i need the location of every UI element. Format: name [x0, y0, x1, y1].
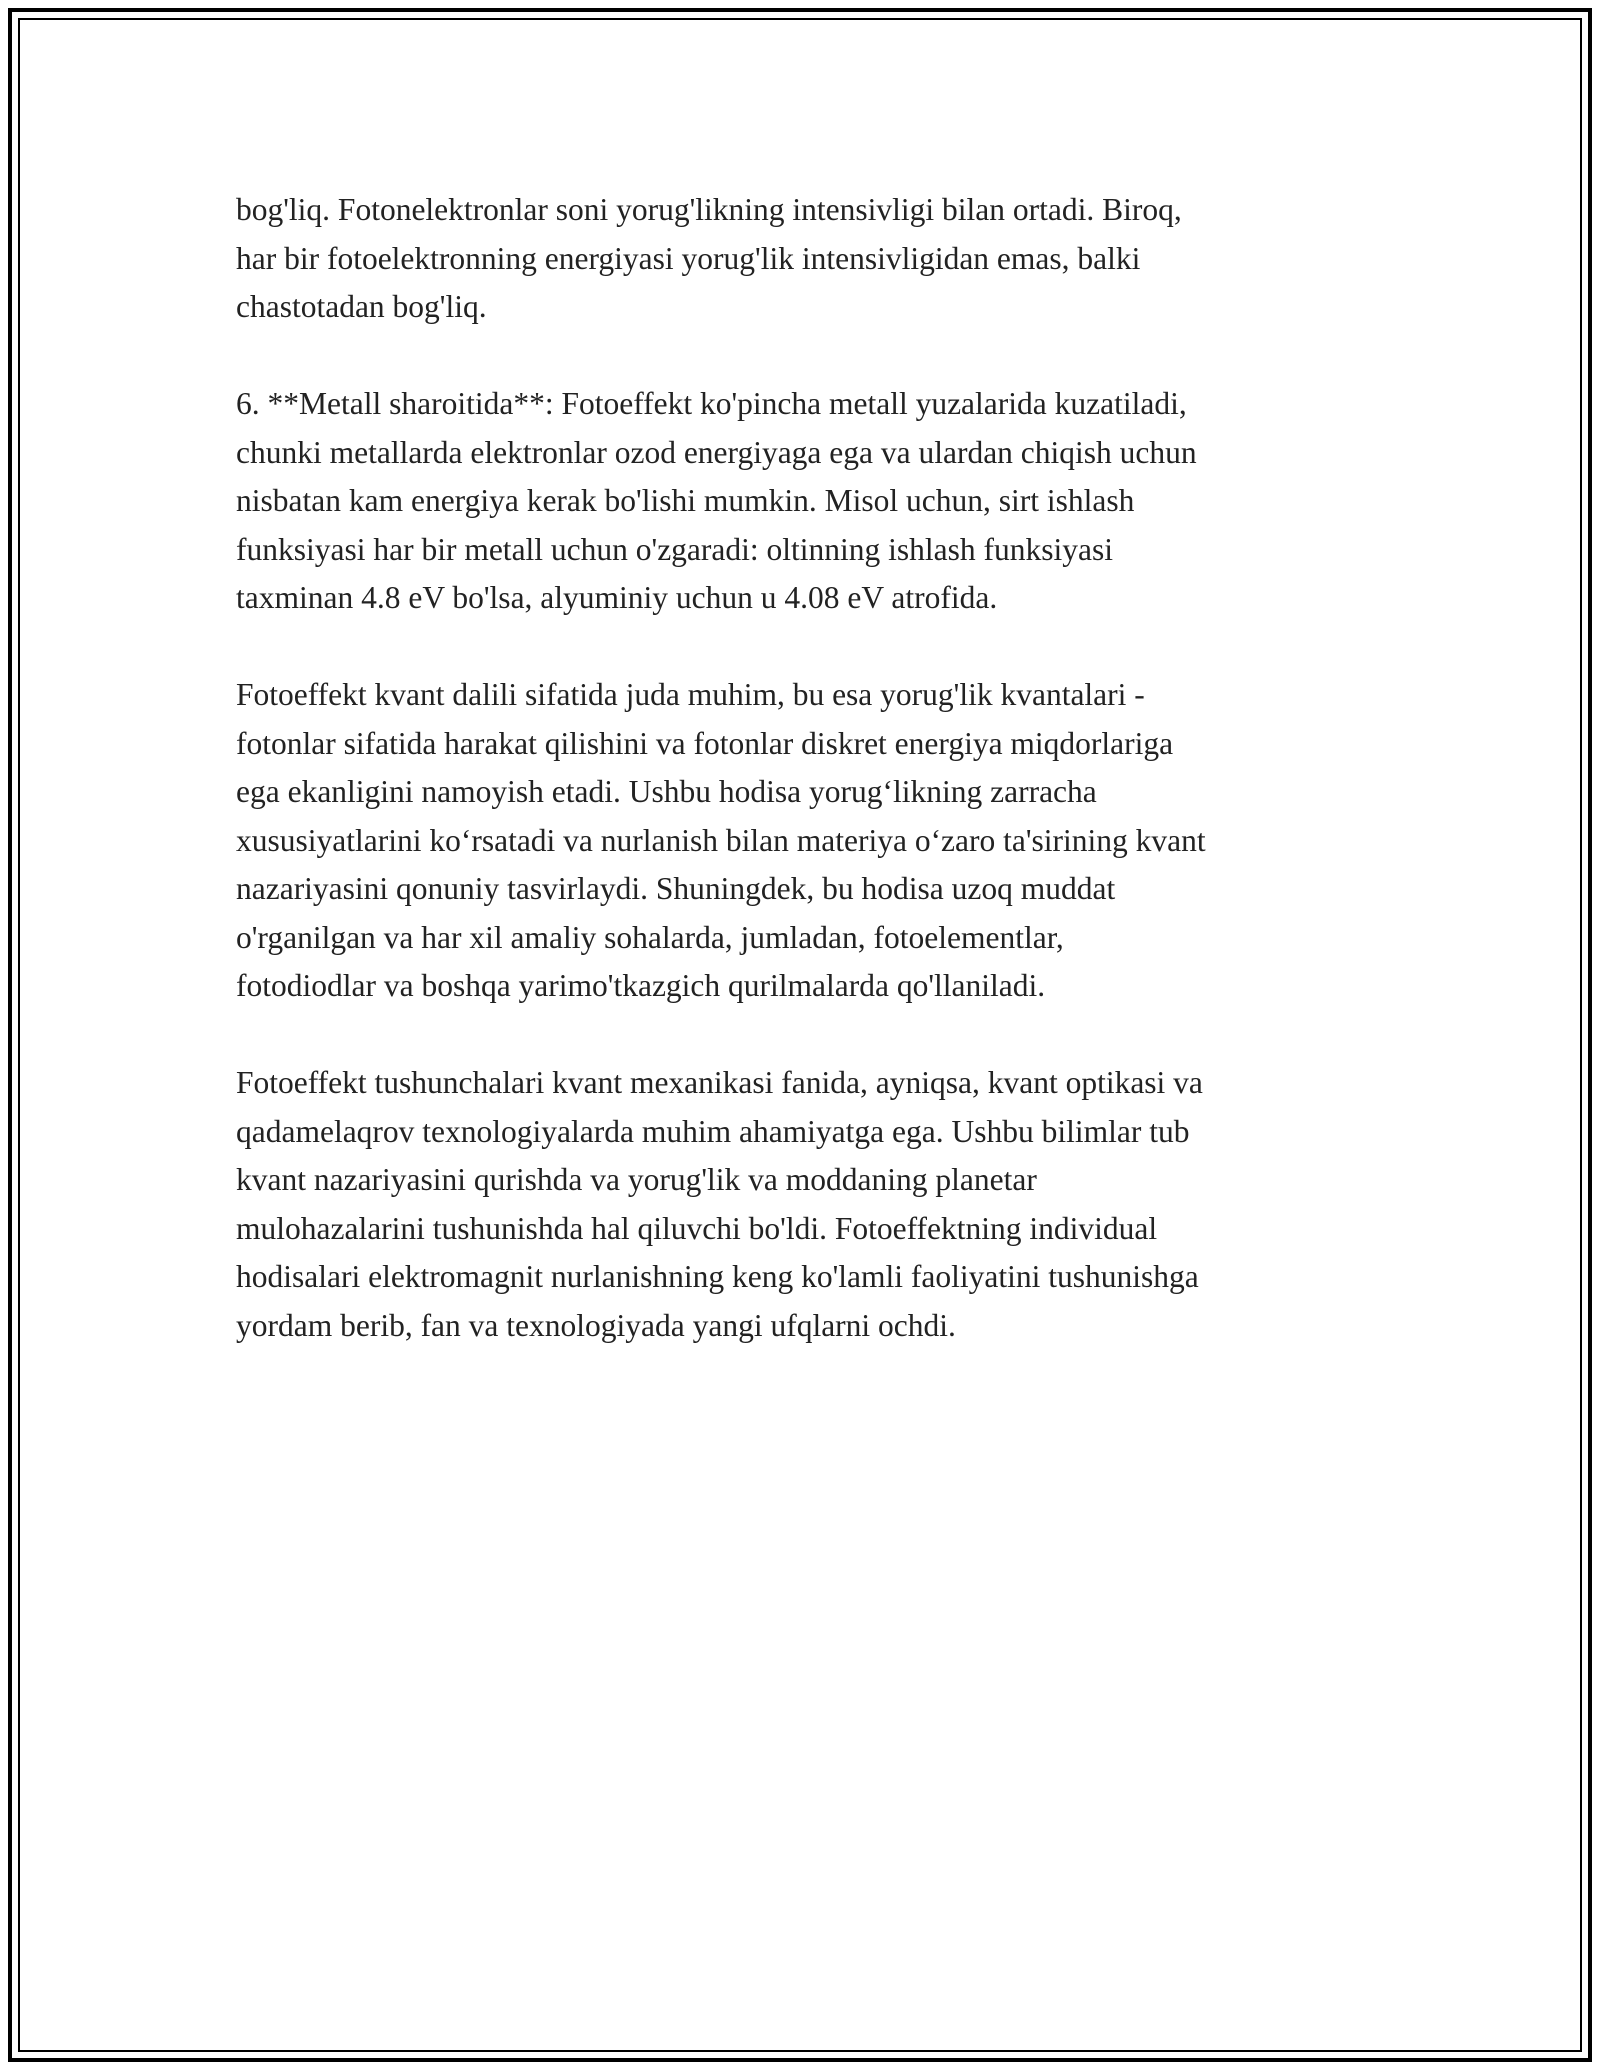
- text-line: chunki metallarda elektronlar ozod energiyaga ega va ulardan chiqish uchun: [236, 434, 1197, 470]
- text-line: mulohazalarini tushunishda hal qiluvchi bo'ldi. Fotoeffektning individual: [236, 1210, 1158, 1246]
- document-body: [236, 186, 1372, 1399]
- paragraph: [236, 1059, 1372, 1350]
- text-line: qadamelaqrov texnologiyalarda muhim ahamiyatga ega. Ushbu bilimlar tub: [236, 1113, 1190, 1149]
- text-line: nisbatan kam energiya kerak bo'lishi mumkin. Misol uchun, sirt ishlash: [236, 483, 1135, 518]
- text-line: yordam berib, fan va texnologiyada yangi ufqlarni ochdi.: [236, 1307, 956, 1343]
- paragraph: [236, 186, 1372, 332]
- text-line: xususiyatlarini ko‘rsatadi va nurlanish bilan materiya o‘zaro ta'sirining kvant: [236, 822, 1206, 858]
- text-line: fotodiodlar va boshqa yarimo'tkazgich qurilmalarda qo'llaniladi.: [236, 968, 1046, 1003]
- text-line: har bir fotoelektronning energiyasi yorug'lik intensivligidan emas, balki: [236, 240, 1141, 276]
- text-line: nazariyasini qonuniy tasvirlaydi. Shuningdek, bu hodisa uzoq muddat: [236, 871, 1116, 906]
- text-line: fotonlar sifatida harakat qilishini va fotonlar diskret energiya miqdorlariga: [236, 725, 1174, 761]
- paragraph: [236, 671, 1372, 1011]
- text-line: bog'liq. Fotonelektronlar soni yorug'likning intensivligi bilan ortadi. Biroq,: [236, 192, 1182, 227]
- text-line: funksiyasi har bir metall uchun o'zgaradi: oltinning ishlash funksiyasi: [236, 531, 1114, 567]
- text-line: ega ekanligini namoyish etadi. Ushbu hodisa yorug‘likning zarracha: [236, 774, 1097, 809]
- text-line: taxminan 4.8 eV bo'lsa, alyuminiy uchun u 4.08 eV atrofida.: [236, 580, 998, 615]
- text-line: o'rganilgan va har xil amaliy sohalarda, jumladan, fotoelementlar,: [236, 919, 1064, 955]
- text-line: Fotoeffekt kvant dalili sifatida juda muhim, bu esa yorug'lik kvantalari -: [236, 677, 1145, 712]
- paragraph: [236, 380, 1372, 623]
- text-line: hodisalari elektromagnit nurlanishning keng ko'lamli faoliyatini tushunishga: [236, 1259, 1199, 1294]
- text-line: Fotoeffekt tushunchalari kvant mexanikasi fanida, ayniqsa, kvant optikasi va: [236, 1065, 1203, 1100]
- text-line: chastotadan bog'liq.: [236, 289, 487, 324]
- text-line: 6. **Metall sharoitida**: Fotoeffekt ko'pincha metall yuzalarida kuzatiladi,: [236, 386, 1187, 421]
- text-line: kvant nazariyasini qurishda va yorug'lik va moddaning planetar: [236, 1162, 1037, 1197]
